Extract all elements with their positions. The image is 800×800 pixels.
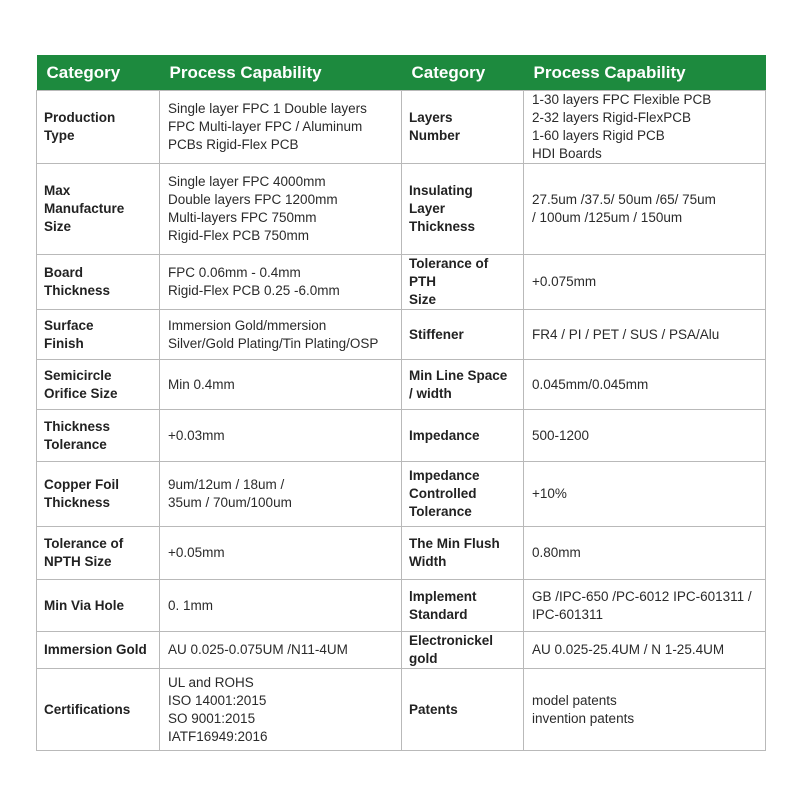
capability-cell: Single layer FPC 1 Double layers FPC Multi-layer FPC / Aluminum PCBs Rigid-Flex PCB xyxy=(160,91,402,164)
category-cell: Semicircle Orifice Size xyxy=(37,360,160,410)
capability-cell: +0.05mm xyxy=(160,527,402,580)
category-cell: lmplement Standard xyxy=(402,580,524,632)
category-cell: Thickness Tolerance xyxy=(37,410,160,462)
category-cell: Layers Number xyxy=(402,91,524,164)
table-row xyxy=(37,164,766,255)
table-row xyxy=(37,310,766,360)
capability-cell: FR4 / PI / PET / SUS / PSA/Alu xyxy=(524,310,766,360)
table-header-row xyxy=(37,55,766,91)
table-row xyxy=(37,669,766,751)
table-row xyxy=(37,580,766,632)
capability-cell: Min 0.4mm xyxy=(160,360,402,410)
table-row xyxy=(37,360,766,410)
category-cell: Stiffener xyxy=(402,310,524,360)
table-row xyxy=(37,527,766,580)
capability-cell: 1-30 layers FPC Flexible PCB 2-32 layers Rigid-FlexPCB 1-60 layers Rigid PCB HDI Boards xyxy=(524,91,766,164)
capability-cell: 500-1200 xyxy=(524,410,766,462)
category-cell: Min Via Hole xyxy=(37,580,160,632)
category-cell: Certifications xyxy=(37,669,160,751)
capability-cell: 0. 1mm xyxy=(160,580,402,632)
category-cell: Surface Finish xyxy=(37,310,160,360)
table-row xyxy=(37,410,766,462)
header-capability-right: Process Capability xyxy=(524,55,766,91)
capability-cell: model patents invention patents xyxy=(524,669,766,751)
capability-cell: +0.03mm xyxy=(160,410,402,462)
capability-cell: +10% xyxy=(524,462,766,527)
category-cell: Impedance Controlled Tolerance xyxy=(402,462,524,527)
capability-cell: 0.80mm xyxy=(524,527,766,580)
category-cell: The Min Flush Width xyxy=(402,527,524,580)
category-cell: Patents xyxy=(402,669,524,751)
category-cell: Insulating Layer Thickness xyxy=(402,164,524,255)
table-row xyxy=(37,462,766,527)
capability-cell: 9um/12um / 18um / 35um / 70um/100um xyxy=(160,462,402,527)
category-cell: Min Line Space / width xyxy=(402,360,524,410)
capability-cell: GB /IPC-650 /PC-6012 IPC-601311 / IPC-601311 xyxy=(524,580,766,632)
category-cell: Max Manufacture Size xyxy=(37,164,160,255)
capability-cell: AU 0.025-25.4UM / N 1-25.4UM xyxy=(524,632,766,669)
category-cell: Immersion Gold xyxy=(37,632,160,669)
capability-cell: +0.075mm xyxy=(524,255,766,310)
category-cell: Tolerance of NPTH Size xyxy=(37,527,160,580)
capability-cell: 0.045mm/0.045mm xyxy=(524,360,766,410)
header-capability-left: Process Capability xyxy=(160,55,402,91)
capability-cell: AU 0.025-0.075UM /N11-4UM xyxy=(160,632,402,669)
capability-cell: FPC 0.06mm - 0.4mm Rigid-Flex PCB 0.25 -6.0mm xyxy=(160,255,402,310)
capability-cell: UL and ROHS ISO 14001:2015 SO 9001:2015 IATF16949:2016 xyxy=(160,669,402,751)
header-category-right: Category xyxy=(402,55,524,91)
process-capability-table xyxy=(36,55,766,751)
table-row xyxy=(37,632,766,669)
table-row xyxy=(37,255,766,310)
category-cell: Tolerance of PTH Size xyxy=(402,255,524,310)
table-row xyxy=(37,91,766,164)
category-cell: Impedance xyxy=(402,410,524,462)
capability-cell: Immersion Gold/mmersion Silver/Gold Plating/Tin Plating/OSP xyxy=(160,310,402,360)
header-category-left: Category xyxy=(37,55,160,91)
category-cell: Production Type xyxy=(37,91,160,164)
capability-cell: 27.5um /37.5/ 50um /65/ 75um / 100um /125um / 150um xyxy=(524,164,766,255)
category-cell: Board Thickness xyxy=(37,255,160,310)
capability-cell: Single layer FPC 4000mm Double layers FPC 1200mm Multi-layers FPC 750mm Rigid-Flex PCB 750mm xyxy=(160,164,402,255)
category-cell: Electronickel gold xyxy=(402,632,524,669)
category-cell: Copper Foil Thickness xyxy=(37,462,160,527)
